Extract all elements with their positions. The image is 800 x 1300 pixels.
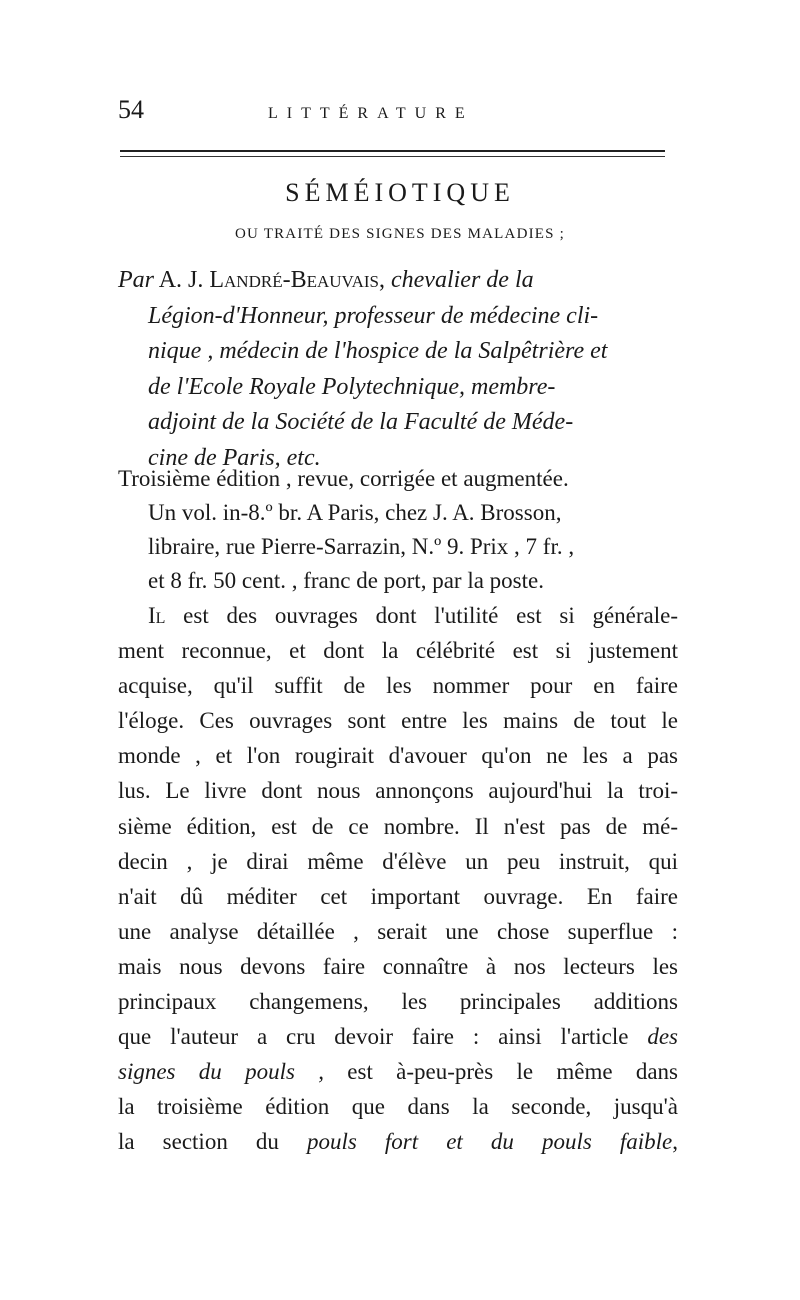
- body-italic: pouls faible: [541, 1129, 673, 1155]
- body-line: [118, 598, 678, 633]
- article-title: SÉMÉIOTIQUE: [285, 178, 515, 207]
- review-body: [118, 598, 678, 1160]
- byline-line: Légion-d'Honneur, professeur de médecine cli-: [148, 302, 599, 329]
- body-line: lus. Le livre dont nous annonçons aujourd'hui la troi-: [118, 778, 678, 804]
- body-line-end: ,: [672, 1129, 679, 1155]
- edition-line: libraire, rue Pierre-Sarrazin, N.º 9. Prix , 7 fr. ,: [148, 534, 575, 559]
- body-line: [118, 1124, 678, 1159]
- body-first-word: Il: [148, 603, 166, 628]
- body-italic: pouls fort: [306, 1129, 419, 1155]
- body-line-text: est à-peu-près le même dans: [347, 1059, 679, 1085]
- author-name: Landré-Beauvais: [209, 267, 379, 293]
- byline-line: adjoint de la Société de la Faculté de Méde-: [148, 409, 574, 435]
- body-italic: des: [647, 1024, 678, 1050]
- article-subtitle: OU TRAITÉ DES SIGNES DES MALADIES ;: [234, 226, 566, 242]
- body-line-text: que l'auteur a cru devoir faire : ainsi l'article: [118, 1024, 629, 1050]
- byline-prefix: Par: [118, 267, 154, 293]
- byline-line: de l'Ecole Royale Polytechnique, membre-: [148, 373, 556, 400]
- body-line: mais nous devons faire connaître à nos lecteurs les: [118, 953, 678, 979]
- body-line-text: la section du: [118, 1129, 279, 1155]
- body-line: monde , et l'on rougirait d'avouer qu'on ne les a pas: [118, 743, 678, 769]
- body-line: la troisième édition que dans la seconde, jusqu'à: [118, 1094, 678, 1120]
- byline-line: [118, 263, 678, 299]
- edition-line: et 8 fr. 50 cent. , franc de port, par la poste.: [148, 568, 544, 593]
- body-line-text: et du: [446, 1129, 514, 1155]
- body-line: acquise, qu'il suffit de les nommer pour en faire: [118, 673, 678, 699]
- body-italic: signes du pouls ,: [118, 1059, 324, 1085]
- body-line: n'ait dû méditer cet important ouvrage. En faire: [118, 883, 678, 909]
- author-initials: A. J.: [158, 267, 204, 293]
- edition-details: [118, 462, 678, 598]
- edition-line: Troisième édition , revue, corrigée et augmentée.: [118, 466, 569, 491]
- body-line: ment reconnue, et dont la célébrité est si justement: [118, 638, 678, 664]
- byline-line: nique , médecin de l'hospice de la Salpêtrière et: [148, 338, 608, 364]
- running-head: LITTÉRATURE: [268, 105, 474, 122]
- header-rule-thin: [120, 156, 665, 157]
- page-number: 54: [118, 95, 144, 124]
- body-line: principaux changemens, les principales additions: [118, 989, 678, 1015]
- body-line: [118, 1054, 678, 1089]
- body-line: sième édition, est de ce nombre. Il n'est pas de mé-: [118, 813, 678, 839]
- byline-title: chevalier de la: [391, 267, 534, 293]
- author-byline: [118, 263, 678, 476]
- header-rule-thick: [120, 150, 665, 152]
- body-line: une analyse détaillée , serait une chose superflue :: [118, 918, 678, 944]
- byline-comma: ,: [379, 267, 385, 293]
- body-line: [118, 1019, 678, 1054]
- edition-line: Un vol. in-8.º br. A Paris, chez J. A. Brosson,: [148, 500, 562, 525]
- byline-line: cine de Paris, etc.: [148, 444, 321, 471]
- body-line: decin , je dirai même d'élève un peu instruit, qui: [118, 848, 678, 874]
- body-first-rest: est des ouvrages dont l'utilité est si générale-: [183, 603, 678, 628]
- body-line: l'éloge. Ces ouvrages sont entre les mains de tout le: [118, 708, 678, 734]
